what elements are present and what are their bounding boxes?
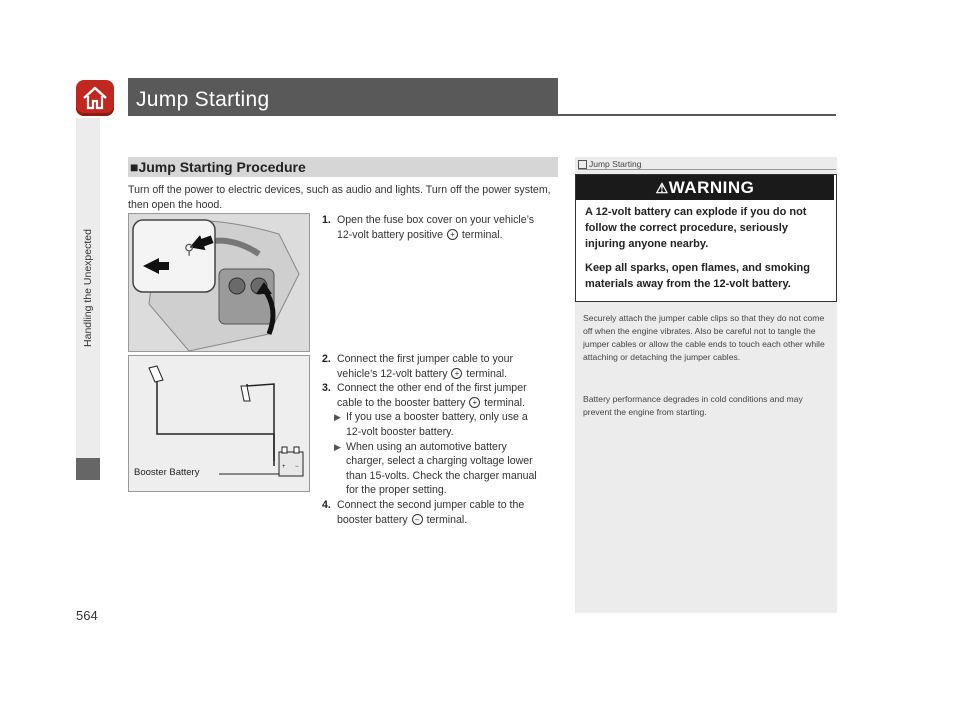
sidebar-note-2: Battery performance degrades in cold conditions and may prevent the engine from starting. <box>583 394 803 417</box>
section-bullet: ■ <box>130 159 139 175</box>
plus-terminal-icon: + <box>469 397 480 408</box>
minus-terminal-icon: – <box>412 514 423 525</box>
page-number: 564 <box>76 608 98 623</box>
intro-paragraph: Turn off the power to electric devices, such as audio and lights. Turn off the power system, then open the hood. <box>128 184 551 211</box>
chapter-tab-label: Handling the Unexpected <box>82 229 94 347</box>
title-rule <box>128 114 836 116</box>
step-3: 3. Connect the other end of the first jumper cable to the booster battery + terminal. <box>322 382 527 409</box>
arrow-icon: ▶ <box>334 441 341 452</box>
svg-text:−: − <box>295 464 299 470</box>
sub-note-1: ▶ If you use a booster battery, only use a 12-volt booster battery. <box>334 411 528 438</box>
plus-terminal-icon: + <box>451 368 462 379</box>
section-title-text: Jump Starting Procedure <box>138 159 306 175</box>
step-4: 4. Connect the second jumper cable to the booster battery – terminal. <box>322 498 525 526</box>
sidebar-heading: Jump Starting <box>578 159 641 169</box>
step-1: 1. Open the fuse box cover on your vehicle’s 12-volt battery positive + terminal. <box>322 214 535 241</box>
arrow-icon: ▶ <box>334 412 341 423</box>
svg-text:⚲: ⚲ <box>184 241 195 257</box>
warning-header: ⚠WARNING <box>576 175 834 200</box>
page-title: Jump Starting <box>136 88 270 111</box>
note-marker-icon <box>578 160 587 169</box>
warning-triangle-icon: ⚠ <box>655 180 669 196</box>
chapter-tab-marker <box>76 458 100 480</box>
home-icon <box>81 84 109 112</box>
sidebar-rule <box>578 169 836 170</box>
section-title <box>130 159 306 175</box>
warning-text: A 12-volt battery can explode if you do not follow the correct procedure, seriously injuring anyone nearby. Keep all sparks, open flames, and smoking materials away from the 12-volt battery. <box>585 206 810 290</box>
sub-note-2: ▶ When using an automotive battery charger, select a charging voltage lower than 15-volts. Check the charger manual for the proper setting. <box>334 440 537 497</box>
sidebar-note-1: Securely attach the jumper cable clips so that they do not come off when the engine vibrates. Also be careful not to tangle the jumper cables or allow the cable ends to touch each other while attaching or detaching the jumper cables. <box>583 313 825 362</box>
figure-fuse-box <box>128 213 310 352</box>
steps-group <box>322 352 560 527</box>
home-button[interactable] <box>76 80 114 116</box>
step-2: 2. Connect the first jumper cable to your vehicle’s 12-volt battery + terminal. <box>322 353 514 380</box>
plus-terminal-icon: + <box>447 229 458 240</box>
fuse-box-illustration <box>129 214 309 351</box>
figure-callout-booster: Booster Battery <box>134 467 200 478</box>
svg-text:+: + <box>282 464 286 470</box>
